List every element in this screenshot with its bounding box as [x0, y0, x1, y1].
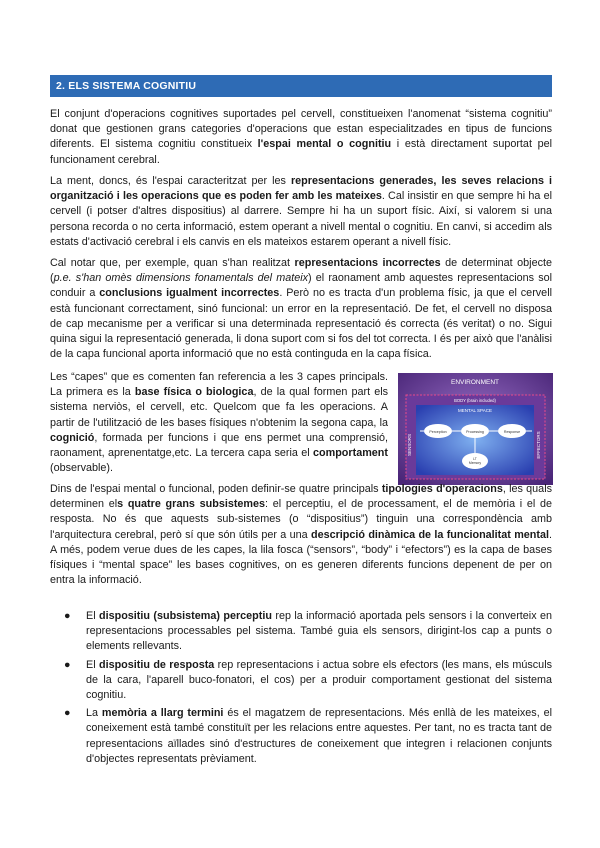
paragraph-layers: [50, 370, 388, 476]
text-run: . A més, podem verue dues de les capes, la lila fosca (“sensors”, “body” i “efectors”) es la capa de bases físiques i “mental space” les bases cognitives, on es generen diferents funcions depenent de per on entra la informació.: [50, 528, 552, 587]
list-item: [62, 609, 552, 655]
text-run: . Però no es tracta d'un problema físic, ja que el cervell està funcionant correctament, sinó funcional: un error en la representació. De fet, el cervell no disposa de cap mecanisme per a verificar si una determinada representació és correcta (és veritat) o no. Sigui quina sigui la representació generada, li dona suport com si fos del tot correcta. I és per això que l'anàlisi de la capa funcional aporta informació que no està continguda en la capa física.: [50, 287, 552, 361]
bold-term: s quatre grans subsistemes: [117, 498, 266, 511]
text-run: rep representacions i actua sobre els efectors (les mans, els músculs de la cara, l'aparell buco-fonatori, el cos) per a produir comportament gestionat del sistema cognitiu.: [86, 658, 552, 702]
text-run: ) el raonament amb aquestes representacions sol conduir a: [50, 272, 552, 300]
text-run: El: [86, 610, 99, 622]
text-run: Cal notar que, per exemple, quan s'han realitzat: [50, 257, 295, 269]
environment-label: ENVIRONMENT: [450, 379, 500, 386]
memory-label-bottom: Memory: [468, 461, 482, 465]
text-run: és el magatzem de representacions. Més enllà de les mateixes, el coneixement està també constituït per les relacions entre aquestes. Per tant, no es tracta tant de representacions aïllades sinó d'estructures de coneixement que integren i relacionen conjunts d'objectes representats prèviament.: [86, 707, 553, 765]
bold-term: representacions incorrectes: [294, 257, 441, 269]
bullet-icon: ●: [64, 658, 71, 671]
paragraph-mind: [50, 174, 552, 250]
bold-term: comportament: [313, 447, 388, 460]
bullet-icon: ●: [64, 610, 71, 622]
text-run: El conjunt d'operacions cognitives suportades pel cervell, constitueixen l'anomenat “sistema cognitiu” donat que gestionen grans categories d'operacions que estan especialitzades en tipus de funcions diferents. El sistema cognitiu constitueix: [50, 108, 552, 151]
text-run: Les “capes” que es comenten fan referencia a les 3 capes principals. La primera es la: [50, 371, 388, 399]
bullet-icon: ●: [64, 707, 71, 720]
bold-term: conclusions igualment incorrectes: [99, 287, 280, 300]
text-run: de determinat objecte (: [50, 257, 552, 285]
text-run: , formada per funcions i que ens permet una comprensió, raonament, aprenentatge,etc. La tercera capa seria el: [50, 431, 388, 460]
bold-term: dispositiu (subsistema) perceptiu: [99, 610, 272, 622]
list-item: [62, 706, 552, 767]
bold-term: descripció dinàmica de la funcionalitat mental: [310, 528, 549, 541]
bold-term: base física o biologica: [134, 386, 254, 399]
bold-term: representacions generades, les seves relacions i organització i les operacions que es poden fer amb les mateixes: [50, 175, 552, 203]
text-run: Dins de l'espai mental o funcional, poden definir-se quatre principals: [50, 483, 382, 495]
bold-term: memòria a llarg termini: [101, 707, 224, 720]
memory-label-top: LT: [473, 457, 477, 461]
text-run: : el perceptiu, el de processament, el de memòria i el de resposta. No és que aquests sub-sistemes (o “dispositius”) tinguin una correspondència amb l'arquitectura cerebral, però sí que són útils per a una: [50, 498, 552, 541]
text-run: La ment, doncs, és l'espai caracteritzat per les: [50, 175, 291, 187]
sensors-label: SENSORS: [407, 433, 412, 457]
response-label: Response: [503, 430, 521, 434]
text-run: El: [86, 658, 99, 671]
perception-label: Perception: [429, 430, 447, 434]
text-run: i està directament suportat pel funcionament cerebral.: [50, 138, 552, 166]
section-heading: 2. ELS SISTEMA COGNITIU: [50, 75, 552, 97]
text-run: , les quals determinen el: [50, 483, 552, 511]
body-label: BODY (brain included): [454, 398, 496, 403]
italic-example: p.e. s'han omès dimensions fonamentals del mateix: [53, 272, 309, 285]
text-run: . Cal insistir en que sempre hi ha el cervell (i potser d'altres dispositius) al darrere. Sempre hi ha un suport físic. Així, si valorem si una persona recorda o no certa informació, estem operant a nivell mental o cognitiu. En canvi, si accedim als estats d'activació cerebral i els canvis en els mateixos estarem operant a nivell físic.: [50, 190, 552, 248]
text-run: rep la informació aportada pels sensors i la converteix en representacions processables pel sistema. També guia els sensors, dirigint-los cap a punts o elements rellevants.: [86, 610, 552, 653]
bold-term: cognició: [50, 431, 95, 444]
paragraph-representations: [50, 256, 552, 362]
paragraph-subsystems: [50, 482, 552, 588]
text-run: La: [86, 707, 102, 720]
paragraph-intro: [50, 107, 552, 168]
text-run: , de la qual formen part els sistema nerviòs, el cervell, etc. Quelcom que fa les operacions. A partir de l'utilització de les bases físiques n'obtenim la segona capa, la: [50, 386, 388, 429]
text-run: (observable).: [50, 462, 114, 475]
bold-term: l'espai mental o cognitiu: [257, 138, 392, 151]
subsystem-list: [62, 609, 552, 770]
cognitive-system-diagram: [398, 373, 553, 485]
list-item: [62, 658, 552, 704]
processing-label: Processing: [466, 430, 484, 434]
effectors-label: EFFECTORS: [536, 431, 541, 459]
bold-term: tipologies d'operacions: [381, 483, 503, 495]
mental-space-label: MENTAL SPACE: [458, 408, 492, 413]
bold-term: dispositiu de resposta: [98, 658, 215, 671]
